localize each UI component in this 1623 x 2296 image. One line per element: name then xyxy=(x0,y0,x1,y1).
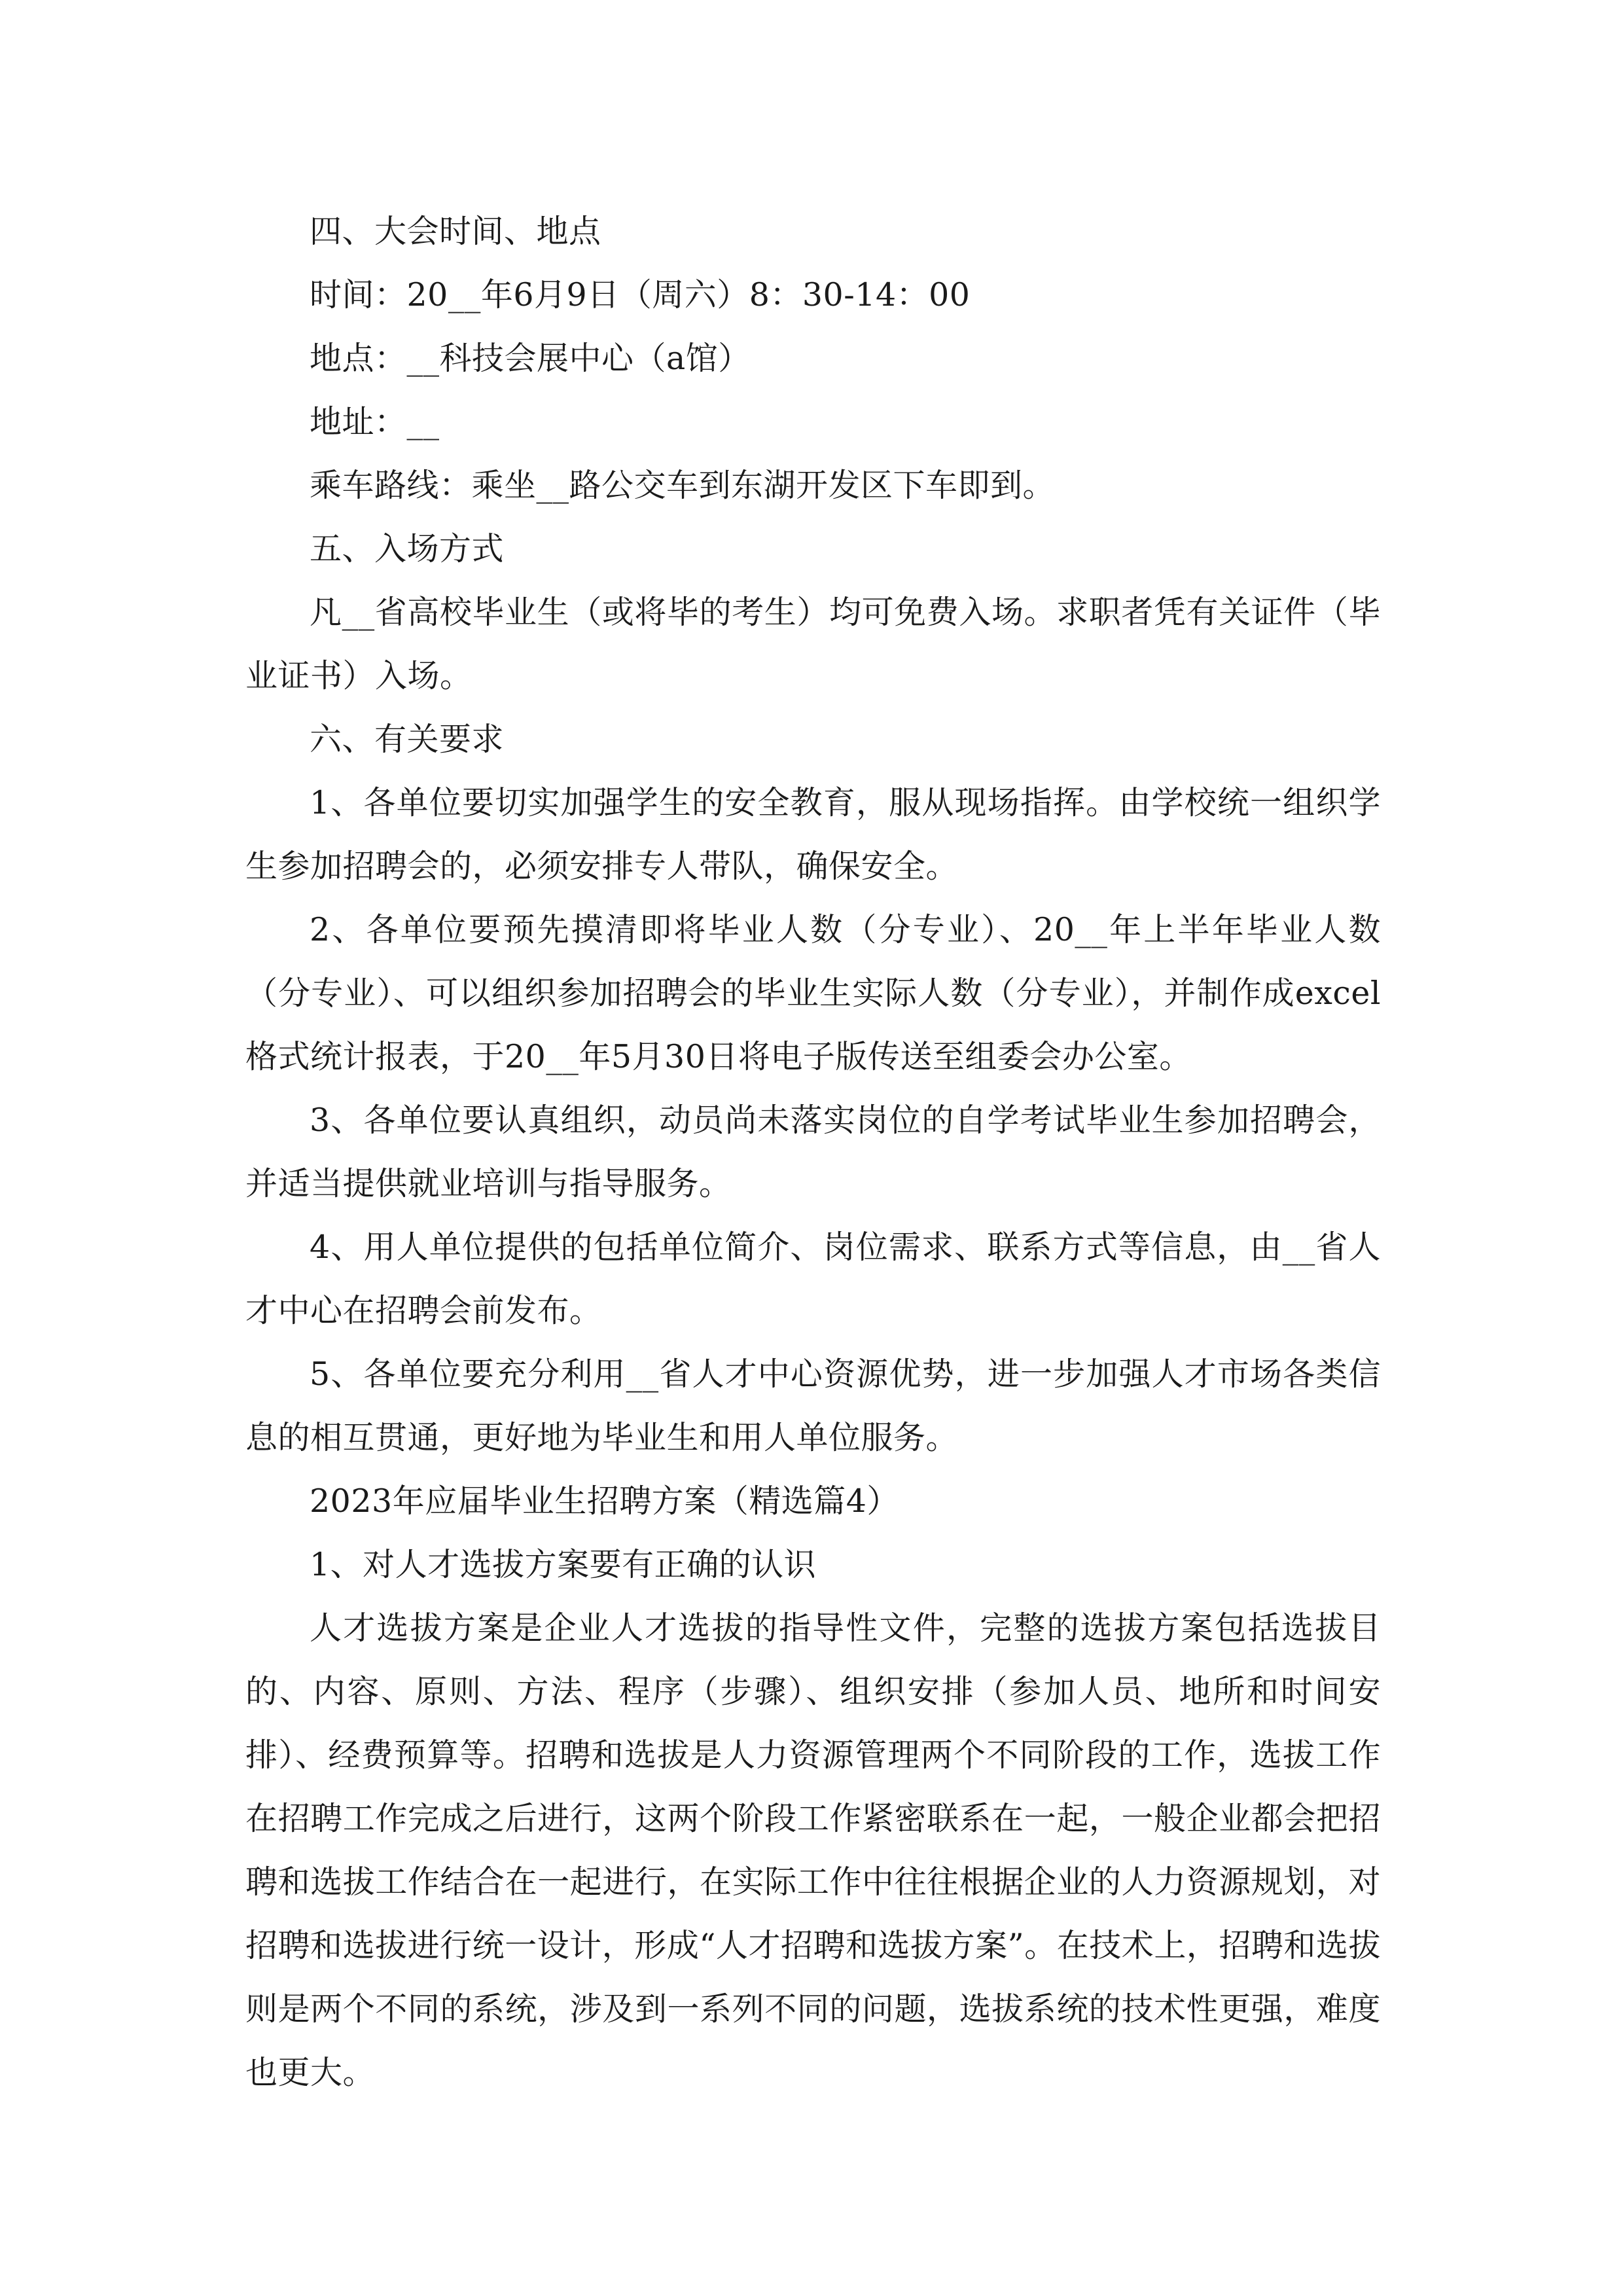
article-title-part-4: 2023年应届毕业生招聘方案（精选篇4） xyxy=(310,1482,899,1520)
section-heading-admission: 五、入场方式 xyxy=(310,530,505,567)
paragraph-requirement-4: 4、用人单位提供的包括单位简介、岗位需求、联系方式等信息，由__省人才中心在招聘会前发布。 xyxy=(245,1229,1381,1329)
section-heading-requirements: 六、有关要求 xyxy=(310,721,505,758)
paragraph-address: 地址：__ xyxy=(310,403,440,440)
paragraph-requirement-1: 1、各单位要切实加强学生的安全教育，服从现场指挥。由学校统一组织学生参加招聘会的，必须安排专人带队，确保安全。 xyxy=(245,784,1381,885)
paragraph-bus-route: 乘车路线：乘坐__路公交车到东湖开发区下车即到。 xyxy=(310,467,1056,504)
section-heading-time-location: 四、大会时间、地点 xyxy=(310,213,601,250)
document-body xyxy=(245,200,1381,2104)
paragraph-admission: 凡__省高校毕业生（或将毕的考生）均可免费入场。求职者凭有关证件（毕业证书）入场。 xyxy=(245,594,1381,694)
paragraph-time: 时间：20__年6月9日（周六）8：30-14：00 xyxy=(310,276,971,314)
paragraph-selection-plan: 人才选拔方案是企业人才选拔的指导性文件，完整的选拔方案包括选拔目的、内容、原则、方法、程序（步骤）、组织安排（参加人员、地所和时间安排）、经费预算等。招聘和选拔是人力资源管理两个不同阶段的工作，选拔工作在招聘工作完成之后进行，这两个阶段工作紧密联系在一起，一般企业都会把招聘和选拔工作结合在一起进行，在实际工作中往往根据企业的人力资源规划，对招聘和选拔进行统一设计，形成“人才招聘和选拔方案”。在技术上，招聘和选拔则是两个不同的系统，涉及到一系列不同的问题，选拔系统的技术性更强，难度也更大。 xyxy=(245,1609,1381,2091)
paragraph-location: 地点：__科技会展中心（a馆） xyxy=(310,340,751,377)
paragraph-requirement-3: 3、各单位要认真组织，动员尚未落实岗位的自学考试毕业生参加招聘会，并适当提供就业培训与指导服务。 xyxy=(245,1102,1381,1202)
paragraph-requirement-2: 2、各单位要预先摸清即将毕业人数（分专业）、20__年上半年毕业人数（分专业）、可以组织参加招聘会的毕业生实际人数（分专业），并制作成excel格式统计报表，于20__年5月30日将电子版传送至组委会办公室。 xyxy=(245,911,1381,1075)
paragraph-requirement-5: 5、各单位要充分利用__省人才中心资源优势，进一步加强人才市场各类信息的相互贯通，更好地为毕业生和用人单位服务。 xyxy=(245,1355,1381,1456)
subheading-correct-understanding: 1、对人才选拔方案要有正确的认识 xyxy=(310,1546,817,1583)
